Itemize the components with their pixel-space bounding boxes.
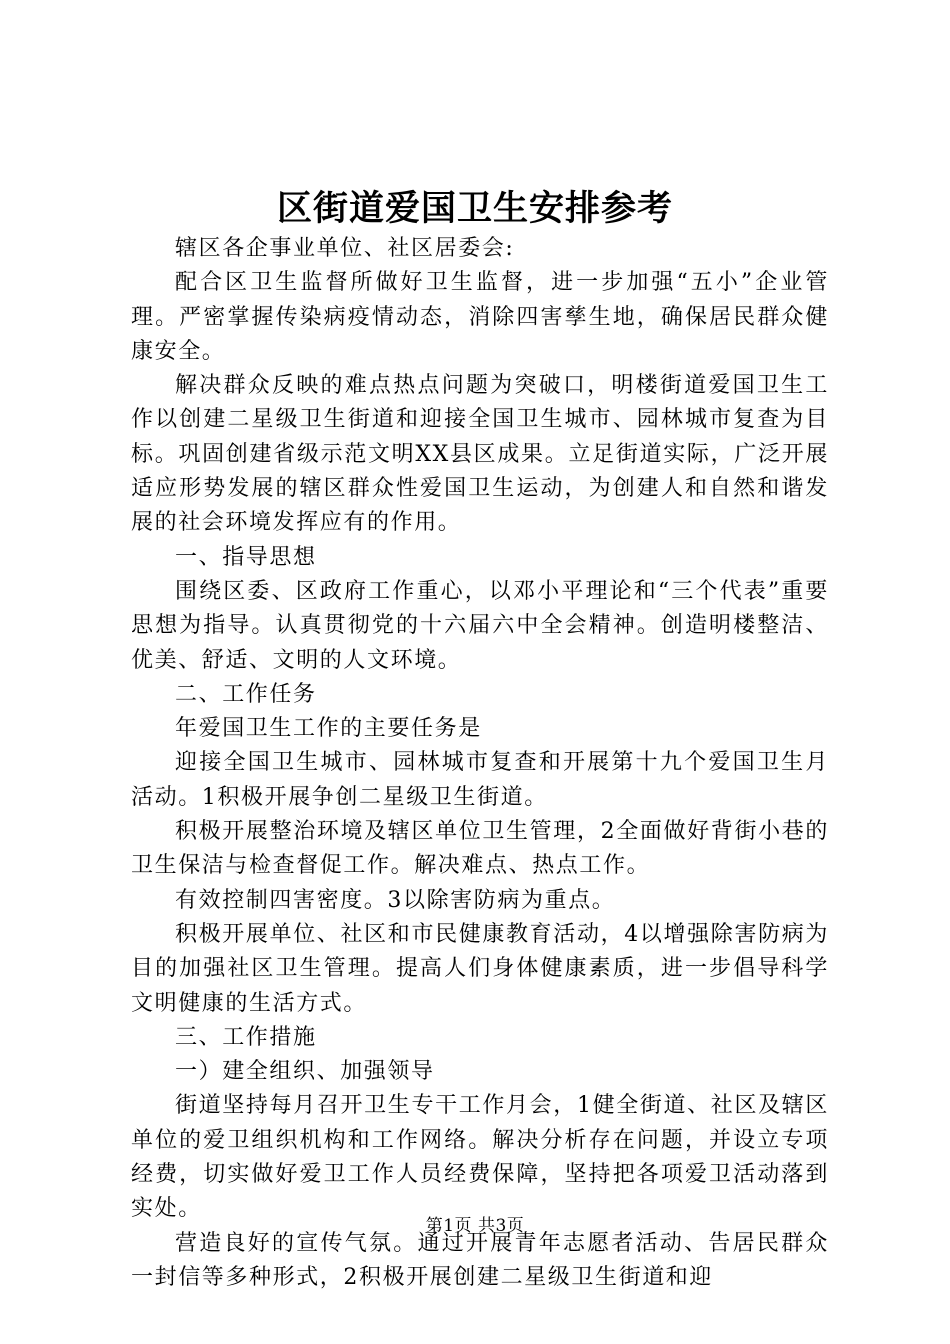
paragraph: 街道坚持每月召开卫生专干工作月会，1健全街道、社区及辖区单位的爱卫组织机构和工作网络。解决分析存在问题，并设立专项经费，切实做好爱卫工作人员经费保障，坚持把各项爱卫活动落到实处。 (131, 1093, 829, 1222)
subsection-heading: 一）建全组织、加强领导 (175, 1059, 435, 1085)
paragraph: 积极开展整治环境及辖区单位卫生管理，2全面做好背街小巷的卫生保洁与检查督促工作。解决难点、热点工作。 (131, 819, 829, 879)
document-title: 区街道爱国卫生安排参考 (276, 188, 673, 229)
paragraph: 迎接全国卫生城市、园林城市复查和开展第十九个爱国卫生月活动。1积极开展争创二星级卫生街道。 (131, 750, 829, 810)
salutation: 辖区各企事业单位、社区居委会: (175, 236, 515, 261)
paragraph: 年爱国卫生工作的主要任务是 (175, 716, 482, 742)
paragraph: 围绕区委、区政府工作重心，以邓小平理论和“三个代表”重要思想为指导。认真贯彻党的十六届六中全会精神。创造明楼整洁、优美、舒适、文明的人文环境。 (131, 578, 829, 673)
paragraph: 解决群众反映的难点热点问题为突破口，明楼街道爱国卫生工作以创建二星级卫生街道和迎接全国卫生城市、园林城市复查为目标。巩固创建省级示范文明XX县区成果。立足街道实际，广泛开展适应形势发展的辖区群众性爱国卫生运动，为创建人和自然和谐发展的社会环境发挥应有的作用。 (131, 373, 829, 536)
page-number-footer: 第1页 共3页 (425, 1216, 525, 1236)
section-heading: 一、指导思想 (175, 544, 317, 570)
document-body (131, 232, 829, 1295)
section-heading: 二、工作任务 (175, 681, 317, 707)
section-heading: 三、工作措施 (175, 1024, 317, 1050)
paragraph: 配合区卫生监督所做好卫生监督，进一步加强“五小”企业管理。严密掌握传染病疫情动态，消除四害孳生地，确保居民群众健康安全。 (131, 270, 829, 364)
paragraph: 营造良好的宣传气氛。通过开展青年志愿者活动、告居民群众一封信等多种形式，2积极开展创建二星级卫生街道和迎 (131, 1230, 829, 1290)
paragraph: 积极开展单位、社区和市民健康教育活动，4以增强除害防病为目的加强社区卫生管理。提高人们身体健康素质，进一步倡导科学文明健康的生活方式。 (131, 921, 829, 1016)
paragraph: 有效控制四害密度。3以除害防病为重点。 (175, 887, 616, 913)
